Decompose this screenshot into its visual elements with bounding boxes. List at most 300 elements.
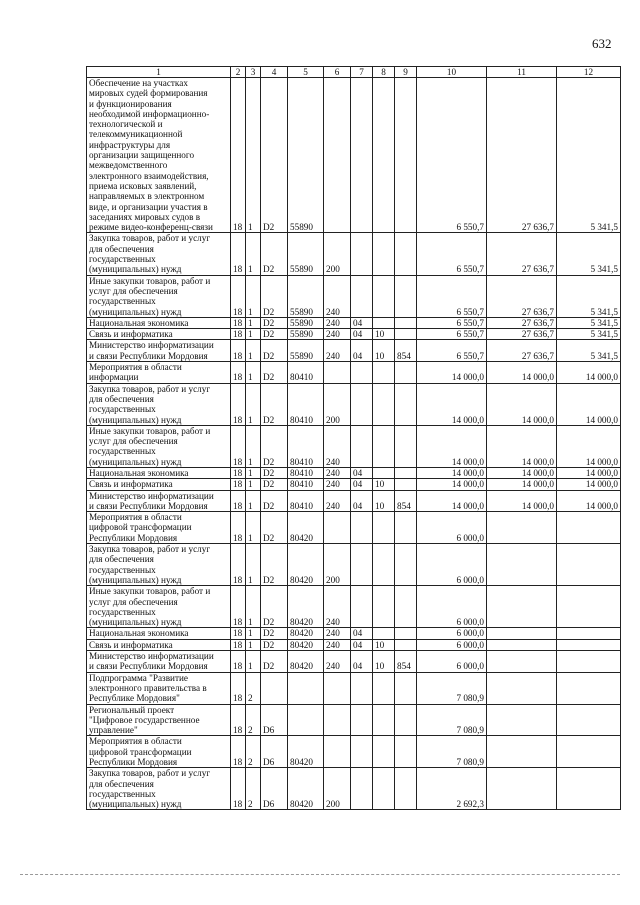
cell-col-10: 14 000,0: [417, 490, 487, 512]
cell-col-6: [324, 512, 351, 544]
cell-col-6: 240: [324, 479, 351, 490]
cell-col-7: [351, 78, 373, 233]
budget-table: [86, 66, 621, 810]
cell-col-6: 240: [324, 651, 351, 673]
column-header-4: 4: [261, 67, 288, 78]
cell-col-7: 04: [351, 639, 373, 650]
cell-col-10: 14 000,0: [417, 479, 487, 490]
cell-col-8: [373, 362, 395, 384]
cell-col-2: 18: [231, 425, 246, 467]
cell-col-10: 6 550,7: [417, 233, 487, 275]
cell-col-12: [557, 672, 621, 704]
page-number: 632: [592, 36, 612, 51]
cell-col-7: 04: [351, 479, 373, 490]
table-row: [87, 467, 621, 478]
cell-col-9: [395, 736, 417, 768]
row-name-cell: Закупка товаров, работ и услуг для обеспечения государственных (муниципальных) нужд: [87, 233, 231, 275]
cell-col-3: 1: [246, 340, 261, 362]
cell-col-11: 27 636,7: [487, 233, 557, 275]
cell-col-2: 18: [231, 383, 246, 425]
table-row: [87, 479, 621, 490]
table-row: [87, 544, 621, 586]
cell-col-6: 240: [324, 340, 351, 362]
cell-col-11: 14 000,0: [487, 383, 557, 425]
cell-col-7: [351, 512, 373, 544]
row-name-cell: Закупка товаров, работ и услуг для обеспечения государственных (муниципальных) нужд: [87, 383, 231, 425]
table-row: [87, 329, 621, 340]
cell-col-9: 854: [395, 340, 417, 362]
cell-col-9: [395, 512, 417, 544]
cell-col-8: [373, 383, 395, 425]
cell-col-8: [373, 233, 395, 275]
cell-col-5: 80410: [288, 467, 324, 478]
cell-col-9: [395, 704, 417, 736]
cell-col-7: [351, 233, 373, 275]
cell-col-8: 10: [373, 329, 395, 340]
cell-col-8: 10: [373, 490, 395, 512]
cell-col-2: 18: [231, 639, 246, 650]
cell-col-12: [557, 704, 621, 736]
cell-col-10: 7 080,9: [417, 672, 487, 704]
cell-col-12: 5 341,5: [557, 275, 621, 317]
column-header-8: 8: [373, 67, 395, 78]
cell-col-5: 80420: [288, 544, 324, 586]
cell-col-7: [351, 275, 373, 317]
cell-col-4: D2: [261, 340, 288, 362]
cell-col-6: 240: [324, 467, 351, 478]
cell-col-5: 55890: [288, 340, 324, 362]
cell-col-6: [324, 362, 351, 384]
cell-col-5: 55890: [288, 275, 324, 317]
cell-col-7: 04: [351, 317, 373, 328]
cell-col-8: [373, 425, 395, 467]
cell-col-2: 18: [231, 651, 246, 673]
cell-col-9: [395, 233, 417, 275]
cell-col-10: 14 000,0: [417, 362, 487, 384]
cell-col-12: [557, 586, 621, 628]
cell-col-9: [395, 628, 417, 639]
cell-col-8: [373, 512, 395, 544]
cell-col-9: [395, 479, 417, 490]
table-row: [87, 639, 621, 650]
row-name-cell: Министерство информатизации и связи Республики Мордовия: [87, 340, 231, 362]
table-row: [87, 362, 621, 384]
table-row: [87, 586, 621, 628]
cell-col-2: 18: [231, 467, 246, 478]
cell-col-12: 5 341,5: [557, 340, 621, 362]
cell-col-10: 6 550,7: [417, 317, 487, 328]
cell-col-4: D2: [261, 362, 288, 384]
cell-col-6: 240: [324, 628, 351, 639]
cell-col-6: [324, 672, 351, 704]
cell-col-4: D2: [261, 425, 288, 467]
cell-col-2: 18: [231, 479, 246, 490]
cell-col-9: [395, 78, 417, 233]
row-name-cell: Национальная экономика: [87, 628, 231, 639]
cell-col-3: 1: [246, 479, 261, 490]
table-row: [87, 317, 621, 328]
row-name-cell: Министерство информатизации и связи Республики Мордовия: [87, 651, 231, 673]
cell-col-2: 18: [231, 768, 246, 810]
cell-col-5: 55890: [288, 317, 324, 328]
cell-col-10: 6 000,0: [417, 639, 487, 650]
cell-col-7: 04: [351, 628, 373, 639]
row-name-cell: Связь и информатика: [87, 639, 231, 650]
column-header-3: 3: [246, 67, 261, 78]
cell-col-8: [373, 78, 395, 233]
cell-col-12: [557, 736, 621, 768]
cell-col-2: 18: [231, 233, 246, 275]
cell-col-5: 80420: [288, 586, 324, 628]
cell-col-4: D6: [261, 768, 288, 810]
cell-col-7: 04: [351, 467, 373, 478]
cell-col-3: 1: [246, 512, 261, 544]
cell-col-12: 5 341,5: [557, 78, 621, 233]
cell-col-4: D2: [261, 628, 288, 639]
cell-col-3: 1: [246, 329, 261, 340]
column-header-7: 7: [351, 67, 373, 78]
cell-col-10: 7 080,9: [417, 704, 487, 736]
cell-col-3: 2: [246, 704, 261, 736]
row-name-cell: Иные закупки товаров, работ и услуг для обеспечения государственных (муниципальных) нужд: [87, 275, 231, 317]
cell-col-10: 14 000,0: [417, 425, 487, 467]
cell-col-5: [288, 704, 324, 736]
page-bottom-scan-line: [20, 874, 620, 875]
header-row: [87, 67, 621, 78]
cell-col-12: 5 341,5: [557, 329, 621, 340]
cell-col-10: 6 550,7: [417, 340, 487, 362]
cell-col-11: 14 000,0: [487, 467, 557, 478]
cell-col-2: 18: [231, 340, 246, 362]
row-name-cell: Иные закупки товаров, работ и услуг для обеспечения государственных (муниципальных) нужд: [87, 586, 231, 628]
cell-col-6: [324, 736, 351, 768]
table-row: [87, 736, 621, 768]
cell-col-2: 18: [231, 544, 246, 586]
cell-col-6: 200: [324, 383, 351, 425]
cell-col-5: 80410: [288, 383, 324, 425]
cell-col-9: [395, 317, 417, 328]
cell-col-11: [487, 544, 557, 586]
row-name-cell: Закупка товаров, работ и услуг для обеспечения государственных (муниципальных) нужд: [87, 544, 231, 586]
row-name-cell: Мероприятия в области информации: [87, 362, 231, 384]
cell-col-6: 240: [324, 639, 351, 650]
cell-col-9: [395, 586, 417, 628]
cell-col-3: 2: [246, 736, 261, 768]
table-row: [87, 78, 621, 233]
cell-col-10: 6 550,7: [417, 275, 487, 317]
cell-col-5: 80410: [288, 490, 324, 512]
row-name-cell: Министерство информатизации и связи Республики Мордовия: [87, 490, 231, 512]
cell-col-12: 14 000,0: [557, 479, 621, 490]
cell-col-3: 1: [246, 651, 261, 673]
cell-col-6: 200: [324, 233, 351, 275]
cell-col-4: D2: [261, 639, 288, 650]
cell-col-6: 240: [324, 317, 351, 328]
table-row: [87, 275, 621, 317]
cell-col-9: [395, 275, 417, 317]
cell-col-8: [373, 467, 395, 478]
cell-col-3: 1: [246, 467, 261, 478]
cell-col-10: 14 000,0: [417, 467, 487, 478]
cell-col-11: 27 636,7: [487, 340, 557, 362]
cell-col-2: 18: [231, 329, 246, 340]
cell-col-4: D2: [261, 78, 288, 233]
table-row: [87, 628, 621, 639]
cell-col-10: 6 550,7: [417, 78, 487, 233]
cell-col-10: 14 000,0: [417, 383, 487, 425]
cell-col-6: [324, 704, 351, 736]
table-row: [87, 651, 621, 673]
cell-col-7: [351, 586, 373, 628]
cell-col-5: 55890: [288, 233, 324, 275]
cell-col-6: [324, 78, 351, 233]
cell-col-8: [373, 628, 395, 639]
cell-col-11: [487, 736, 557, 768]
cell-col-12: 14 000,0: [557, 425, 621, 467]
row-name-cell: Национальная экономика: [87, 317, 231, 328]
cell-col-11: [487, 651, 557, 673]
cell-col-3: 1: [246, 628, 261, 639]
cell-col-3: 1: [246, 586, 261, 628]
column-header-9: 9: [395, 67, 417, 78]
cell-col-8: [373, 317, 395, 328]
cell-col-5: 55890: [288, 329, 324, 340]
cell-col-8: 10: [373, 639, 395, 650]
cell-col-2: 18: [231, 586, 246, 628]
cell-col-7: [351, 736, 373, 768]
cell-col-11: 27 636,7: [487, 329, 557, 340]
cell-col-7: [351, 425, 373, 467]
cell-col-11: [487, 704, 557, 736]
cell-col-9: 854: [395, 651, 417, 673]
cell-col-3: 1: [246, 544, 261, 586]
table-body: [87, 78, 621, 810]
cell-col-9: [395, 639, 417, 650]
cell-col-4: D2: [261, 490, 288, 512]
column-header-12: 12: [557, 67, 621, 78]
cell-col-11: 27 636,7: [487, 275, 557, 317]
cell-col-9: [395, 467, 417, 478]
column-header-10: 10: [417, 67, 487, 78]
column-header-6: 6: [324, 67, 351, 78]
cell-col-2: 18: [231, 628, 246, 639]
cell-col-11: 27 636,7: [487, 317, 557, 328]
cell-col-6: 200: [324, 544, 351, 586]
cell-col-6: 240: [324, 586, 351, 628]
cell-col-12: [557, 651, 621, 673]
cell-col-4: D2: [261, 586, 288, 628]
row-name-cell: Закупка товаров, работ и услуг для обеспечения государственных (муниципальных) нужд: [87, 768, 231, 810]
cell-col-9: [395, 383, 417, 425]
cell-col-9: [395, 544, 417, 586]
cell-col-2: 18: [231, 736, 246, 768]
cell-col-4: D2: [261, 479, 288, 490]
cell-col-6: 200: [324, 768, 351, 810]
column-header-11: 11: [487, 67, 557, 78]
cell-col-10: 2 692,3: [417, 768, 487, 810]
cell-col-5: 80420: [288, 736, 324, 768]
cell-col-2: 18: [231, 672, 246, 704]
cell-col-2: 18: [231, 275, 246, 317]
cell-col-4: D2: [261, 544, 288, 586]
cell-col-12: [557, 512, 621, 544]
cell-col-4: D2: [261, 329, 288, 340]
row-name-cell: Иные закупки товаров, работ и услуг для обеспечения государственных (муниципальных) нужд: [87, 425, 231, 467]
cell-col-3: 2: [246, 672, 261, 704]
cell-col-5: 80420: [288, 651, 324, 673]
cell-col-3: 1: [246, 490, 261, 512]
cell-col-10: 6 000,0: [417, 586, 487, 628]
cell-col-2: 18: [231, 362, 246, 384]
cell-col-5: 80410: [288, 479, 324, 490]
cell-col-2: 18: [231, 490, 246, 512]
cell-col-2: 18: [231, 78, 246, 233]
row-name-cell: Подпрограмма "Развитие электронного правительства в Республике Мордовия": [87, 672, 231, 704]
cell-col-8: [373, 275, 395, 317]
cell-col-12: 14 000,0: [557, 490, 621, 512]
cell-col-7: [351, 704, 373, 736]
cell-col-2: 18: [231, 704, 246, 736]
row-name-cell: Обеспечение на участках мировых судей формирования и функционирования необходимой информационно- технологической и телекоммуникационной инфраструктуры для организации защищенного межведомственного электронного взаимодействия, приема исковых заявлений, направляемых в электронном виде, и организации участия в заседаниях мировых судов в режиме видео-конференц-связи: [87, 78, 231, 233]
cell-col-11: [487, 628, 557, 639]
cell-col-8: 10: [373, 479, 395, 490]
cell-col-5: 80420: [288, 768, 324, 810]
cell-col-9: [395, 362, 417, 384]
table-row: [87, 425, 621, 467]
row-name-cell: Связь и информатика: [87, 329, 231, 340]
cell-col-8: [373, 544, 395, 586]
cell-col-12: [557, 639, 621, 650]
column-header-1: 1: [87, 67, 231, 78]
cell-col-10: 6 000,0: [417, 651, 487, 673]
cell-col-3: 1: [246, 362, 261, 384]
cell-col-4: D2: [261, 512, 288, 544]
cell-col-3: 1: [246, 78, 261, 233]
cell-col-11: [487, 512, 557, 544]
table-row: [87, 768, 621, 810]
cell-col-4: D2: [261, 317, 288, 328]
cell-col-3: 1: [246, 233, 261, 275]
cell-col-4: D2: [261, 275, 288, 317]
cell-col-3: 1: [246, 383, 261, 425]
cell-col-11: [487, 639, 557, 650]
cell-col-7: [351, 672, 373, 704]
row-name-cell: Национальная экономика: [87, 467, 231, 478]
cell-col-12: 5 341,5: [557, 317, 621, 328]
cell-col-7: 04: [351, 490, 373, 512]
cell-col-5: 80410: [288, 362, 324, 384]
cell-col-5: 80410: [288, 425, 324, 467]
column-header-5: 5: [288, 67, 324, 78]
cell-col-8: [373, 768, 395, 810]
cell-col-8: 10: [373, 340, 395, 362]
cell-col-3: 1: [246, 639, 261, 650]
cell-col-11: [487, 672, 557, 704]
cell-col-9: [395, 768, 417, 810]
cell-col-10: 7 080,9: [417, 736, 487, 768]
cell-col-11: 27 636,7: [487, 78, 557, 233]
cell-col-12: 5 341,5: [557, 233, 621, 275]
cell-col-12: 14 000,0: [557, 383, 621, 425]
table-row: [87, 490, 621, 512]
cell-col-5: [288, 672, 324, 704]
cell-col-2: 18: [231, 317, 246, 328]
row-name-cell: Региональный проект "Цифровое государственное управление": [87, 704, 231, 736]
cell-col-4: D2: [261, 651, 288, 673]
cell-col-9: [395, 329, 417, 340]
cell-col-6: 240: [324, 425, 351, 467]
cell-col-4: D2: [261, 467, 288, 478]
cell-col-10: 6 000,0: [417, 544, 487, 586]
cell-col-6: 240: [324, 329, 351, 340]
cell-col-4: D6: [261, 736, 288, 768]
cell-col-10: 6 000,0: [417, 512, 487, 544]
table-row: [87, 233, 621, 275]
cell-col-11: [487, 586, 557, 628]
cell-col-10: 6 550,7: [417, 329, 487, 340]
cell-col-7: 04: [351, 651, 373, 673]
table-row: [87, 340, 621, 362]
cell-col-3: 1: [246, 317, 261, 328]
table-row: [87, 672, 621, 704]
cell-col-11: 14 000,0: [487, 425, 557, 467]
cell-col-4: D2: [261, 383, 288, 425]
cell-col-5: 80420: [288, 628, 324, 639]
row-name-cell: Связь и информатика: [87, 479, 231, 490]
cell-col-7: [351, 383, 373, 425]
cell-col-5: 80420: [288, 639, 324, 650]
cell-col-3: 1: [246, 425, 261, 467]
cell-col-8: [373, 736, 395, 768]
cell-col-3: 2: [246, 768, 261, 810]
cell-col-9: [395, 672, 417, 704]
cell-col-4: D6: [261, 704, 288, 736]
column-header-2: 2: [231, 67, 246, 78]
cell-col-4: [261, 672, 288, 704]
cell-col-3: 1: [246, 275, 261, 317]
cell-col-7: 04: [351, 329, 373, 340]
cell-col-9: 854: [395, 490, 417, 512]
cell-col-12: 14 000,0: [557, 362, 621, 384]
cell-col-2: 18: [231, 512, 246, 544]
row-name-cell: Мероприятия в области цифровой трансформации Республики Мордовия: [87, 736, 231, 768]
cell-col-8: [373, 586, 395, 628]
cell-col-12: 14 000,0: [557, 467, 621, 478]
cell-col-11: 14 000,0: [487, 479, 557, 490]
table-row: [87, 704, 621, 736]
cell-col-7: [351, 544, 373, 586]
cell-col-5: 55890: [288, 78, 324, 233]
table-row: [87, 512, 621, 544]
cell-col-7: [351, 768, 373, 810]
cell-col-9: [395, 425, 417, 467]
cell-col-8: 10: [373, 651, 395, 673]
cell-col-12: [557, 544, 621, 586]
cell-col-6: 240: [324, 275, 351, 317]
cell-col-7: 04: [351, 340, 373, 362]
cell-col-6: 240: [324, 490, 351, 512]
cell-col-12: [557, 768, 621, 810]
cell-col-8: [373, 704, 395, 736]
cell-col-11: 14 000,0: [487, 490, 557, 512]
cell-col-11: 14 000,0: [487, 362, 557, 384]
cell-col-10: 6 000,0: [417, 628, 487, 639]
cell-col-7: [351, 362, 373, 384]
cell-col-8: [373, 672, 395, 704]
cell-col-12: [557, 628, 621, 639]
table-row: [87, 383, 621, 425]
row-name-cell: Мероприятия в области цифровой трансформации Республики Мордовия: [87, 512, 231, 544]
